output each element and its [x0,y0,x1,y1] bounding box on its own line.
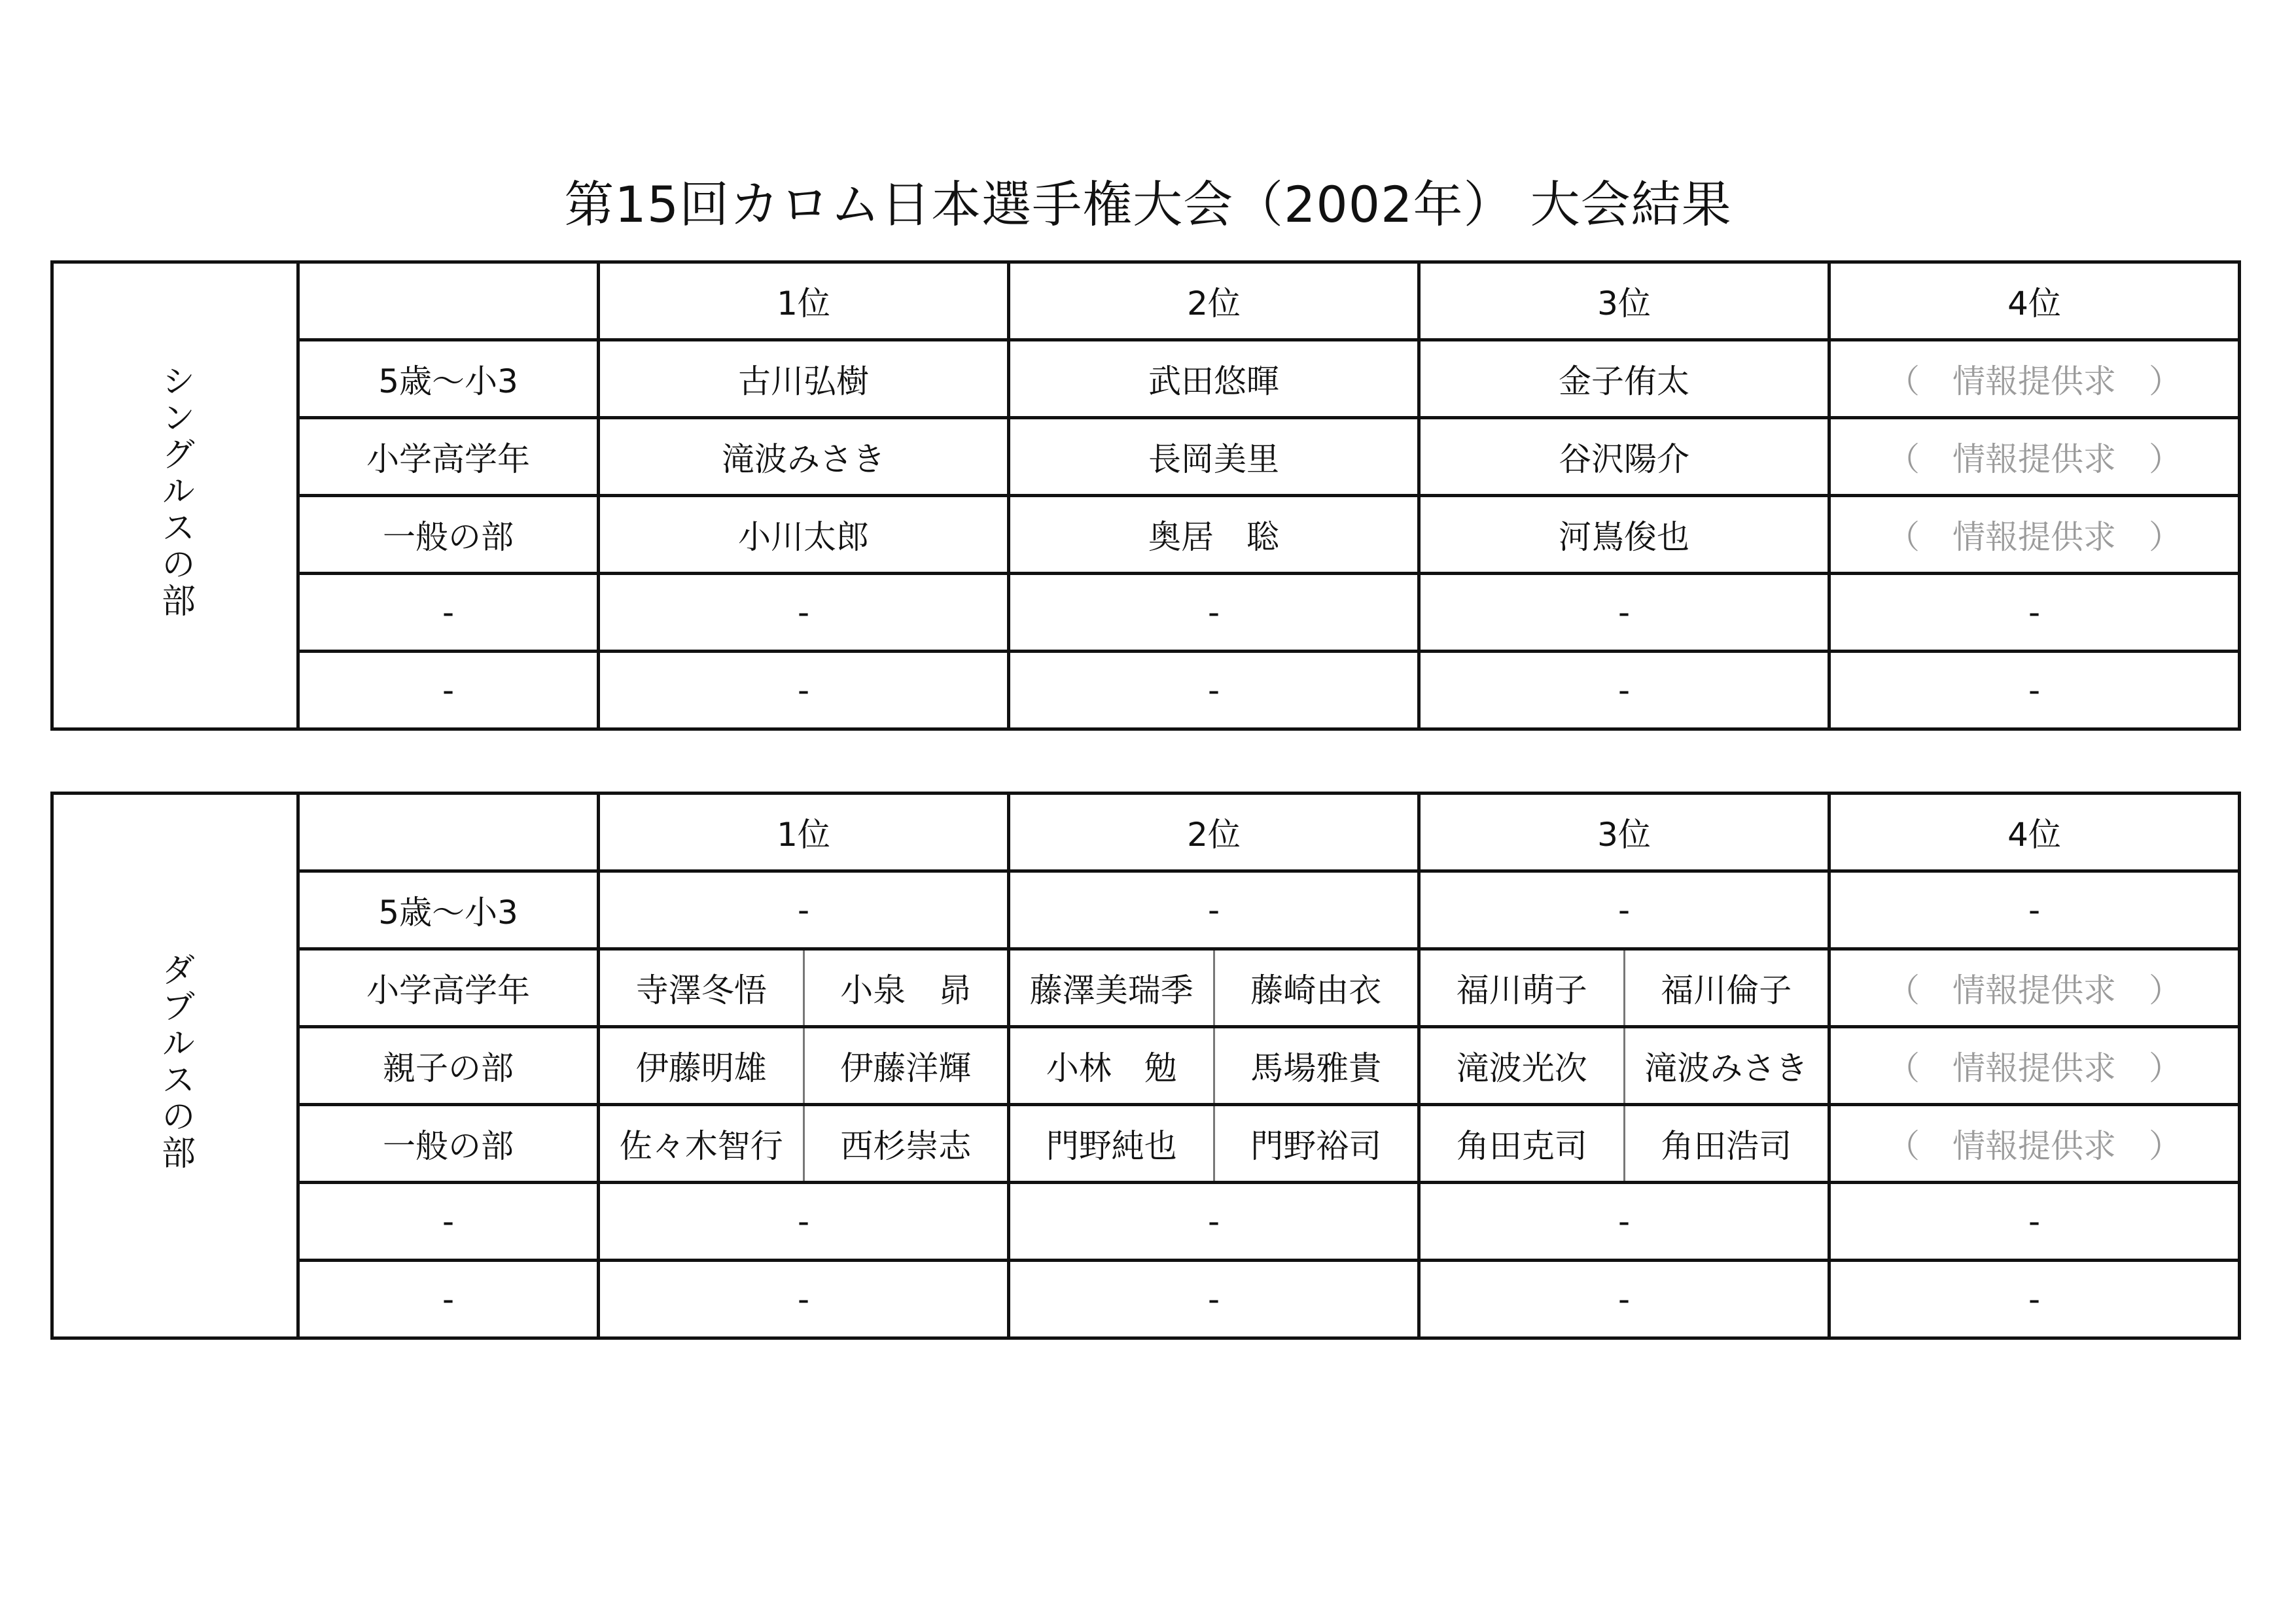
player-name: 福川倫子 [1623,951,1828,1025]
category-cell: 小学高学年 [298,418,599,496]
table-row [52,1261,2240,1338]
table-row [52,1105,2240,1183]
result-cell: 古川弘樹 [599,340,1009,418]
category-cell: 5歳～小3 [298,871,599,949]
doubles-section-label: ダブルスの部 [52,794,298,1338]
player-name: 角田浩司 [1623,1106,1828,1181]
table-row [52,1183,2240,1261]
result-cell: 奥居 聡 [1009,496,1419,574]
pair-cell [1009,949,1419,1027]
result-cell: - [1009,652,1419,729]
category-cell: - [298,574,599,652]
pair-cell [599,1027,1009,1105]
result-cell: - [599,652,1009,729]
table-row [52,418,2240,496]
info-request-placeholder: （ 情報提供求 ） [1829,1105,2240,1183]
result-cell: - [599,1183,1009,1261]
result-cell: - [1419,574,1829,652]
player-name: 馬場雅貴 [1213,1028,1418,1103]
pair-cell [1419,949,1829,1027]
table-row [52,1027,2240,1105]
singles-section-label: シングルスの部 [52,262,298,729]
result-cell: - [1419,871,1829,949]
header-cell-4th: 4位 [1829,794,2240,871]
player-name: 西杉崇志 [803,1106,1008,1181]
category-cell: - [298,1183,599,1261]
result-cell: - [1419,1261,1829,1338]
header-cell-2nd: 2位 [1009,262,1419,340]
player-name: 佐々木智行 [619,1127,783,1165]
result-cell: - [1419,1183,1829,1261]
result-cell: 武田悠暉 [1009,340,1419,418]
player-name: 伊藤洋輝 [803,1028,1008,1103]
header-cell-1st: 1位 [599,794,1009,871]
info-request-placeholder: （ 情報提供求 ） [1829,418,2240,496]
result-cell: 金子侑太 [1419,340,1829,418]
table-row [52,574,2240,652]
table-row [52,340,2240,418]
pair-cell [1419,1105,1829,1183]
header-cell-category [298,262,599,340]
info-request-placeholder: （ 情報提供求 ） [1829,1027,2240,1105]
result-cell: - [1829,1183,2240,1261]
category-cell: - [298,652,599,729]
result-cell: 滝波みさき [599,418,1009,496]
result-cell: - [1009,871,1419,949]
result-cell: - [1009,1183,1419,1261]
result-cell: - [1419,652,1829,729]
player-name: 藤澤美瑞季 [1029,971,1193,1009]
player-name: 寺澤冬悟 [635,971,767,1009]
player-name: 福川萌子 [1456,971,1587,1009]
singles-results-table [50,260,2241,731]
table-row [52,949,2240,1027]
result-cell: - [1829,871,2240,949]
result-cell: 小川太郎 [599,496,1009,574]
header-cell-4th: 4位 [1829,262,2240,340]
result-cell: - [599,871,1009,949]
header-cell-3rd: 3位 [1419,794,1829,871]
category-cell: 親子の部 [298,1027,599,1105]
table-row [52,496,2240,574]
category-cell: - [298,1261,599,1338]
pair-cell [1009,1105,1419,1183]
player-name: 藤崎由衣 [1213,951,1418,1025]
player-name: 小泉 昴 [803,951,1008,1025]
header-cell-2nd: 2位 [1009,794,1419,871]
player-name: 角田克司 [1456,1127,1587,1165]
pair-cell [599,949,1009,1027]
info-request-placeholder: （ 情報提供求 ） [1829,340,2240,418]
pair-cell [599,1105,1009,1183]
header-cell-1st: 1位 [599,262,1009,340]
result-cell: - [1009,574,1419,652]
category-cell: 5歳～小3 [298,340,599,418]
player-name: 門野純也 [1046,1127,1177,1165]
table-header-row [52,262,2240,340]
result-cell: - [599,574,1009,652]
player-name: 滝波みさき [1623,1028,1828,1103]
category-cell: 一般の部 [298,496,599,574]
category-cell: 一般の部 [298,1105,599,1183]
doubles-results-table [50,792,2241,1340]
result-cell: - [1829,574,2240,652]
header-cell-category [298,794,599,871]
category-cell: 小学高学年 [298,949,599,1027]
player-name: 伊藤明雄 [635,1049,767,1087]
pair-cell [1009,1027,1419,1105]
pair-cell [1419,1027,1829,1105]
player-name: 門野裕司 [1213,1106,1418,1181]
header-cell-3rd: 3位 [1419,262,1829,340]
result-cell: 河嶌俊也 [1419,496,1829,574]
result-cell: - [599,1261,1009,1338]
result-cell: - [1829,652,2240,729]
table-row [52,871,2240,949]
table-row [52,652,2240,729]
player-name: 小林 勉 [1046,1049,1177,1087]
result-cell: 長岡美里 [1009,418,1419,496]
page-title: 第15回カロム日本選手権大会（2002年） 大会結果 [564,175,1732,234]
table-header-row [52,794,2240,871]
info-request-placeholder: （ 情報提供求 ） [1829,949,2240,1027]
result-cell: 谷沢陽介 [1419,418,1829,496]
info-request-placeholder: （ 情報提供求 ） [1829,496,2240,574]
result-cell: - [1829,1261,2240,1338]
player-name: 滝波光次 [1456,1049,1587,1087]
result-cell: - [1009,1261,1419,1338]
